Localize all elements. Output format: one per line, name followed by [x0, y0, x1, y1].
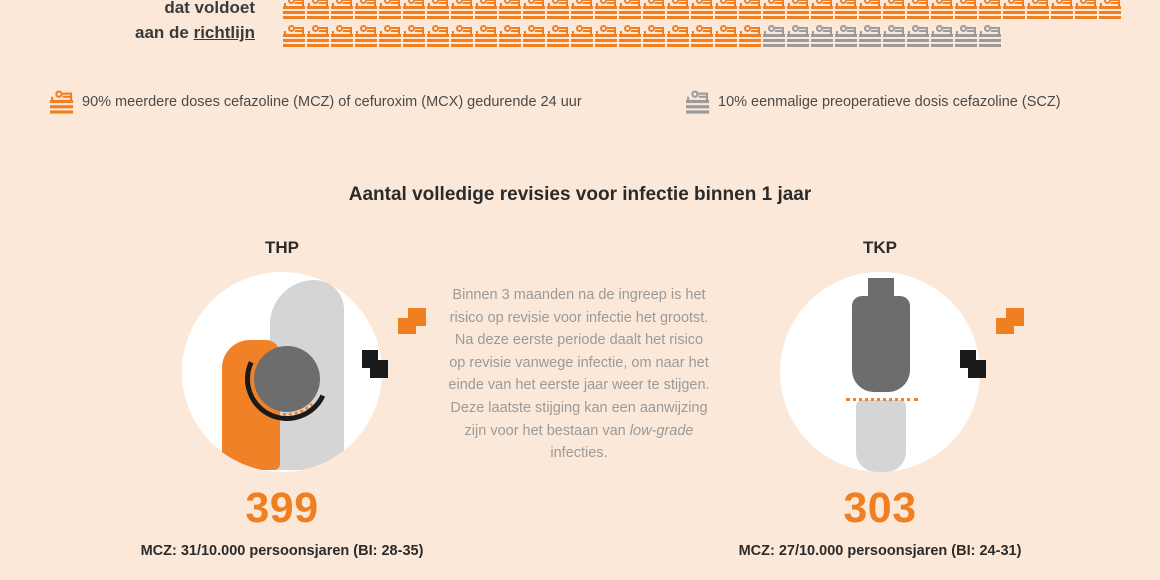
patient-in-bed-icon	[643, 0, 665, 21]
patient-in-bed-icon	[571, 22, 593, 49]
value-thp: 399	[245, 484, 319, 532]
patient-in-bed-icon	[931, 22, 953, 49]
column-title-thp: THP	[265, 238, 299, 257]
patient-in-bed-icon	[811, 0, 833, 21]
legend-item-mcz	[50, 88, 582, 115]
arrow-down-right-icon	[952, 340, 998, 386]
patient-in-bed-icon	[955, 0, 977, 21]
guideline-label	[60, 0, 255, 45]
patient-in-bed-icon	[283, 22, 305, 49]
patient-in-bed-icon	[907, 22, 929, 49]
pictogram-band	[0, 0, 1160, 70]
paragraph-part-2: infecties.	[550, 445, 608, 462]
patient-in-bed-icon	[523, 0, 545, 21]
patient-in-bed-icon	[763, 0, 785, 21]
patient-in-bed-icon	[427, 22, 449, 49]
patient-in-bed-icon	[715, 22, 737, 49]
legend-item-scz	[686, 88, 1061, 115]
patient-in-bed-icon	[403, 22, 425, 49]
guideline-line-2	[60, 21, 255, 46]
patient-in-bed-icon	[499, 0, 521, 21]
paragraph-italic-term: low-grade	[629, 422, 694, 439]
patient-in-bed-icon	[475, 0, 497, 21]
guideline-line-1: dat voldoet	[164, 0, 255, 17]
legend-label-scz: 10% eenmalige preoperatieve dosis cefazoline (SCZ)	[718, 93, 1061, 110]
patient-in-bed-icon	[379, 22, 401, 49]
patient-in-bed-icon	[739, 22, 761, 49]
patient-in-bed-icon	[307, 0, 329, 21]
patient-in-bed-icon	[619, 0, 641, 21]
patient-in-bed-icon	[451, 0, 473, 21]
patient-in-bed-icon	[379, 0, 401, 21]
legend	[0, 82, 1160, 122]
patient-in-bed-icon	[835, 22, 857, 49]
guideline-prefix: aan de	[135, 22, 194, 42]
arrow-down-right-icon	[354, 340, 400, 386]
patient-in-bed-icon	[50, 87, 73, 115]
patient-in-bed-icon	[523, 22, 545, 49]
paragraph-part-1: Binnen 3 maanden na de ingreep is het risico op revisie voor infectie het grootst. Na deze eerste periode daalt het risico op revisie vanwege infectie, om naar het einde van het eerste jaar weer te stijgen. Deze laatste stijging kan een aanwijzing zijn voor het bestaan van	[448, 287, 710, 439]
patient-in-bed-icon	[403, 0, 425, 21]
patient-in-bed-icon	[1075, 0, 1097, 21]
column-thp	[132, 238, 432, 559]
patient-in-bed-icon	[667, 22, 689, 49]
patient-in-bed-icon	[619, 22, 641, 49]
patient-in-bed-icon	[595, 0, 617, 21]
patient-in-bed-icon	[1099, 0, 1121, 21]
value-tkp: 303	[843, 484, 917, 532]
patient-in-bed-icon	[739, 0, 761, 21]
patient-in-bed-icon	[331, 0, 353, 21]
patient-in-bed-icon	[283, 0, 305, 21]
patient-in-bed-icon	[979, 22, 1001, 49]
patient-in-bed-icon	[451, 22, 473, 49]
patient-in-bed-icon	[931, 0, 953, 21]
pictogram-grid	[283, 0, 1123, 49]
patient-in-bed-icon	[547, 22, 569, 49]
patient-in-bed-icon	[835, 0, 857, 21]
patient-in-bed-icon	[331, 22, 353, 49]
section-title: Aantal volledige revisies voor infectie binnen 1 jaar	[348, 184, 812, 205]
patient-in-bed-icon	[955, 22, 977, 49]
patient-in-bed-icon	[571, 0, 593, 21]
patient-in-bed-icon	[883, 0, 905, 21]
hip-prosthesis-icon	[182, 272, 382, 472]
patient-in-bed-icon	[787, 22, 809, 49]
patient-in-bed-icon	[475, 22, 497, 49]
patient-in-bed-icon	[427, 0, 449, 21]
patient-in-bed-icon	[355, 22, 377, 49]
patient-in-bed-icon	[355, 0, 377, 21]
column-tkp	[730, 238, 1030, 559]
patient-in-bed-icon	[1051, 0, 1073, 21]
explanatory-paragraph	[448, 284, 710, 465]
legend-label-mcz: 90% meerdere doses cefazoline (MCZ) of cefuroxim (MCX) gedurende 24 uur	[82, 93, 582, 110]
column-title-tkp: TKP	[863, 238, 897, 257]
patient-in-bed-icon	[686, 87, 709, 115]
patient-in-bed-icon	[859, 22, 881, 49]
patient-in-bed-icon	[547, 0, 569, 21]
patient-in-bed-icon	[691, 0, 713, 21]
patient-in-bed-icon	[1027, 0, 1049, 21]
patient-in-bed-icon	[691, 22, 713, 49]
knee-prosthesis-icon	[780, 272, 980, 472]
patient-in-bed-icon	[499, 22, 521, 49]
patient-in-bed-icon	[307, 22, 329, 49]
patient-in-bed-icon	[667, 0, 689, 21]
patient-in-bed-icon	[715, 0, 737, 21]
patient-in-bed-icon	[763, 22, 785, 49]
patient-in-bed-icon	[811, 22, 833, 49]
patient-in-bed-icon	[595, 22, 617, 49]
subline-thp: MCZ: 31/10.000 persoonsjaren (BI: 28-35)	[140, 543, 424, 559]
patient-in-bed-icon	[1003, 0, 1025, 21]
guideline-link[interactable]: richtlijn	[193, 22, 255, 42]
patient-in-bed-icon	[907, 0, 929, 21]
patient-in-bed-icon	[859, 0, 881, 21]
patient-in-bed-icon	[643, 22, 665, 49]
patient-in-bed-icon	[883, 22, 905, 49]
subline-tkp: MCZ: 27/10.000 persoonsjaren (BI: 24-31)	[738, 543, 1022, 559]
patient-in-bed-icon	[979, 0, 1001, 21]
patient-in-bed-icon	[787, 0, 809, 21]
